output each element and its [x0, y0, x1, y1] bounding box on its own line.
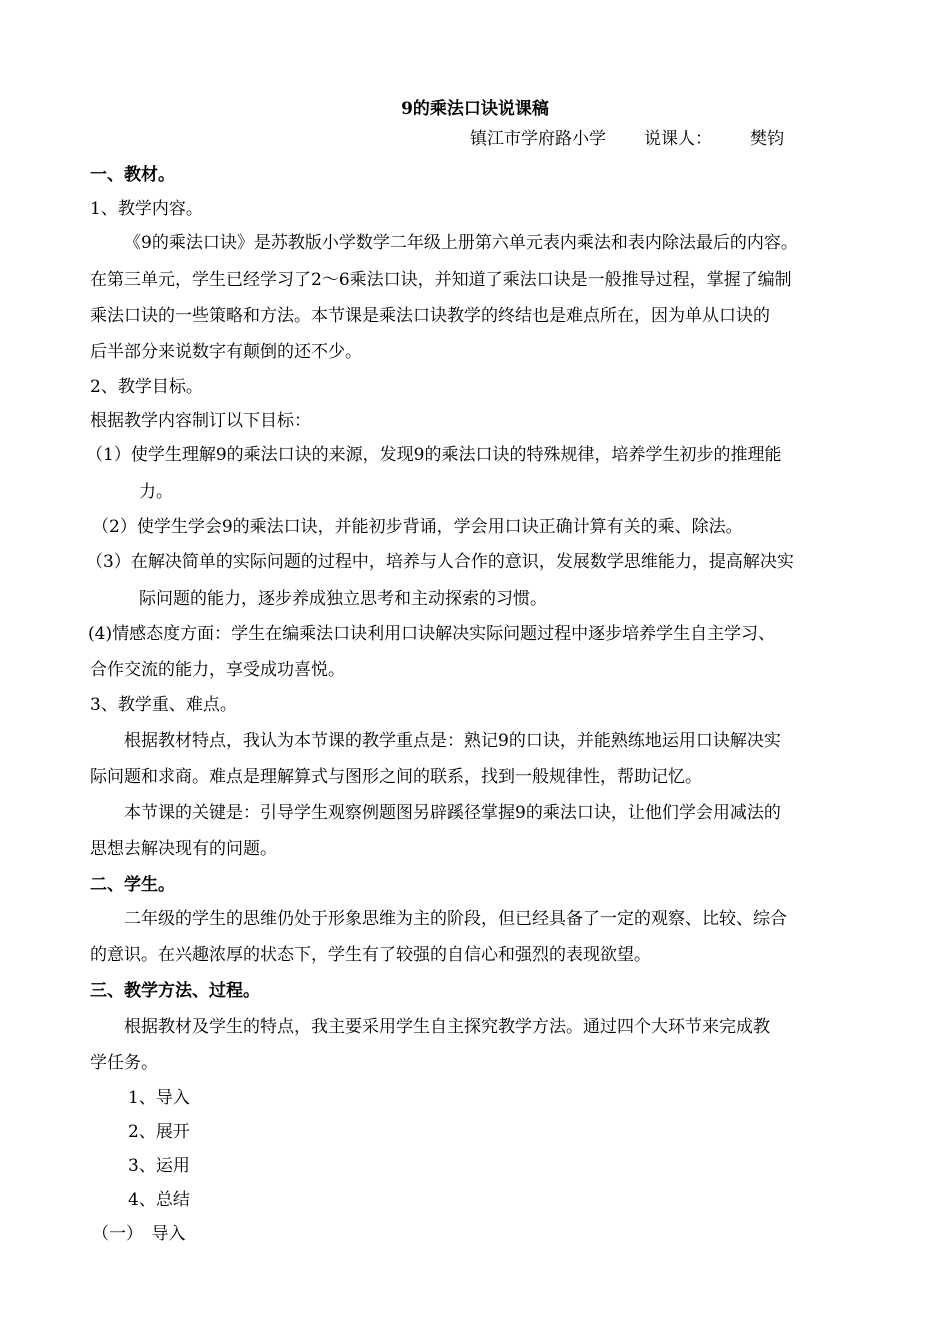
goal-item: （3）在解决简单的实际问题的过程中，培养与人合作的意识，发展数学思维能力，提高解决实: [86, 552, 794, 572]
paragraph-line: 在第三单元，学生已经学习了2～6乘法口诀，并知道了乘法口诀是一般推导过程，掌握了编制: [90, 270, 792, 290]
page-title: 9的乘法口诀说课稿: [401, 99, 549, 119]
goal-item-continued: 力。: [139, 482, 173, 502]
subsection-heading: 3、教学重、难点。: [90, 695, 237, 715]
paragraph-line: 二年级的学生的思维仍处于形象思维为主的阶段，但已经具备了一定的观察、比较、综合: [124, 909, 787, 929]
paragraph-line: 的意识。在兴趣浓厚的状态下，学生有了较强的自信心和强烈的表现欲望。: [90, 945, 651, 965]
paragraph-line: 学任务。: [90, 1053, 158, 1073]
subsection-heading: 2、教学目标。: [90, 377, 203, 397]
paragraph-line: 思想去解决现有的问题。: [90, 839, 277, 859]
subsection-heading: 1、教学内容。: [90, 199, 203, 219]
speaker-label: 说课人：: [644, 129, 712, 149]
goal-item-continued: 合作交流的能力，享受成功喜悦。: [90, 660, 345, 680]
section-heading-3: 三、教学方法、过程。: [90, 981, 260, 1001]
paragraph-line: 根据教材及学生的特点，我主要采用学生自主探究教学方法。通过四个大环节来完成教: [124, 1017, 770, 1037]
paragraph-line: 后半部分来说数字有颠倒的还不少。: [90, 342, 362, 362]
goal-item-continued: 际问题的能力，逐步养成独立思考和主动探索的习惯。: [139, 589, 547, 609]
paragraph-line: 乘法口诀的一些策略和方法。本节课是乘法口诀教学的终结也是难点所在，因为单从口诀的: [90, 306, 770, 326]
section-heading-2: 二、学生。: [90, 875, 175, 895]
list-item: 4、总结: [128, 1190, 190, 1210]
paragraph-line: 际问题和求商。难点是理解算式与图形之间的联系，找到一般规律性，帮助记忆。: [90, 767, 702, 787]
goal-item: (4)情感态度方面：学生在编乘法口诀利用口诀解决实际问题过程中逐步培养学生自主学习、: [88, 624, 776, 644]
section-heading-1: 一、教材。: [90, 165, 175, 185]
paragraph-line: 《9的乘法口诀》是苏教版小学数学二年级上册第六单元表内乘法和表内除法最后的内容。: [124, 233, 798, 253]
list-item: 2、展开: [128, 1122, 190, 1142]
paragraph-line: 本节课的关键是：引导学生观察例题图另辟蹊径掌握9的乘法口诀，让他们学会用减法的: [124, 803, 781, 823]
list-item: 3、运用: [128, 1156, 190, 1176]
subsection-heading: （一） 导入: [92, 1224, 186, 1244]
speaker-name: 樊钧: [750, 129, 784, 149]
goal-item: （2）使学生学会9的乘法口诀，并能初步背诵，学会用口诀正确计算有关的乘、除法。: [92, 517, 743, 537]
list-item: 1、导入: [128, 1088, 190, 1108]
school-name: 镇江市学府路小学: [470, 129, 606, 149]
byline: [470, 127, 784, 151]
paragraph-line: 根据教学内容制订以下目标：: [90, 411, 311, 431]
paragraph-line: 根据教材特点，我认为本节课的教学重点是：熟记9的口诀，并能熟练地运用口诀解决实: [124, 731, 781, 751]
goal-item: （1）使学生理解9的乘法口诀的来源，发现9的乘法口诀的特殊规律，培养学生初步的推理能: [86, 445, 782, 465]
